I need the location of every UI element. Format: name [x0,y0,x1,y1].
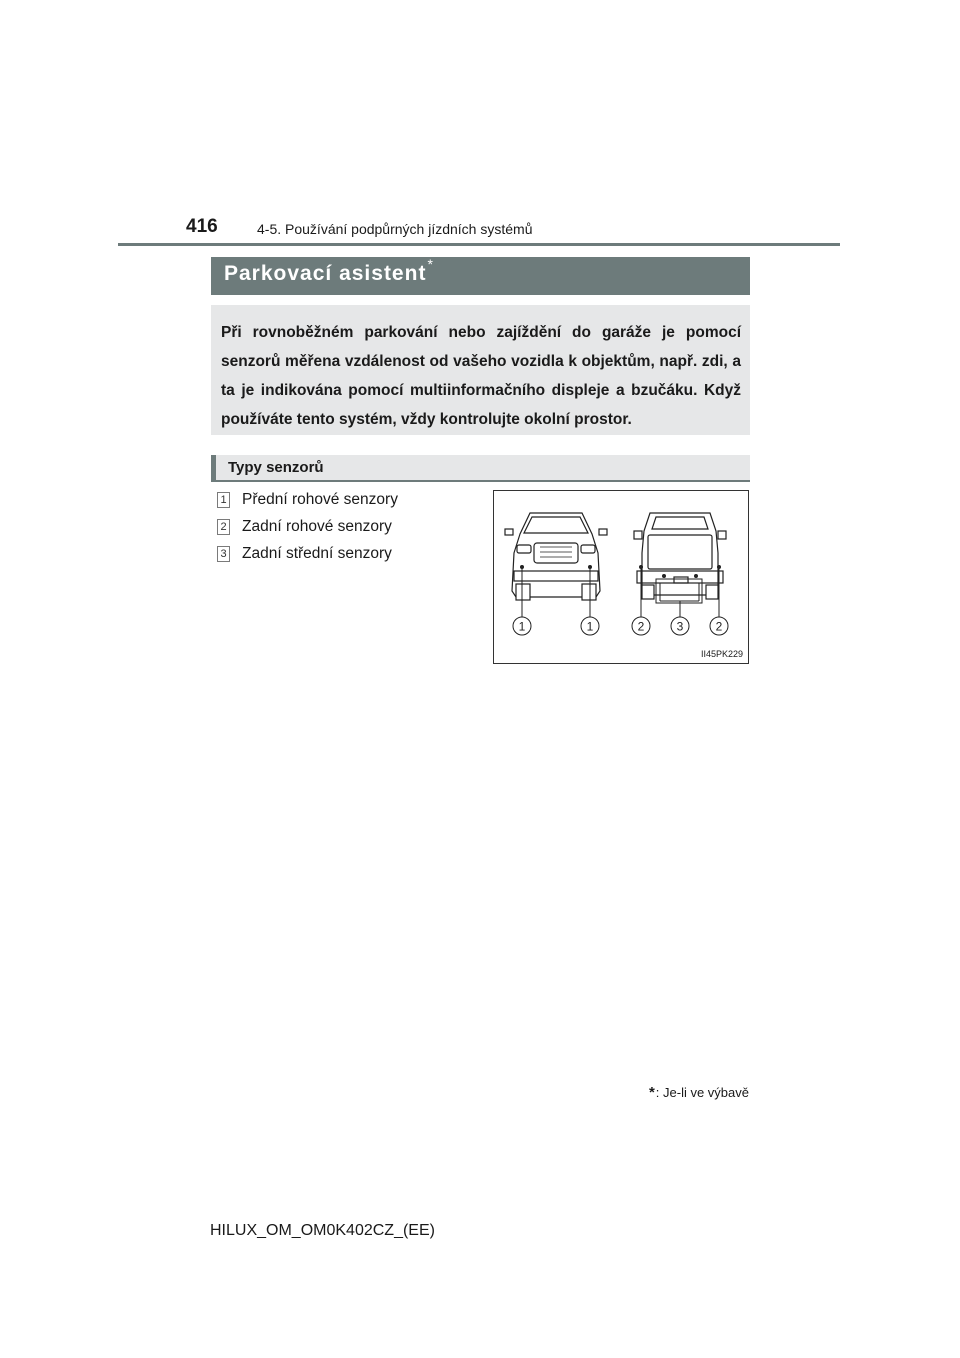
footnote-asterisk: * [648,1084,655,1101]
header-divider [118,243,840,246]
item-number: 3 [217,546,230,562]
intro-box [211,305,750,435]
list-item [217,513,398,540]
section-title-asterisk: * [427,256,434,272]
section-title [211,257,750,295]
figure-code: II45PK229 [700,649,743,659]
footnote [649,1084,749,1101]
document-code: HILUX_OM_OM0K402CZ_(EE) [210,1222,435,1239]
callout-number: 2 [637,619,645,634]
list-item [217,540,398,567]
section-title-text: Parkovací asistent [224,262,427,285]
item-label: Zadní rohové senzory [242,517,392,535]
vehicle-sensors-diagram [494,491,748,663]
truck-rear-view [634,513,726,599]
item-number: 2 [217,519,230,535]
truck-front-view [505,513,607,600]
callout-numbers [519,620,723,634]
list-item [217,486,398,513]
sensor-type-list [217,486,398,567]
callout-circles [513,617,728,635]
callout-number: 1 [586,619,594,634]
callout-number: 1 [518,619,526,634]
item-label: Zadní střední senzory [242,544,392,562]
page-number: 416 [186,216,218,237]
callout-number: 2 [715,619,723,634]
callout-number: 3 [676,619,684,634]
sensor-illustration [493,490,749,664]
intro-text: Při rovnoběžném parkování nebo zajíždění do garáže je pomocí senzorů měřena vzdálenost od vašeho vozidla k objektům, např. zdi, a ta je indikována pomocí multiinformačního displeje a bzučáku. Když používáte tento systém, vždy kontrolujte okolní prostor. [221,324,741,428]
item-label: Přední rohové senzory [242,490,398,508]
footnote-text: : Je-li ve výbavě [655,1085,749,1100]
chapter-title: 4-5. Používání podpůrných jízdních systémů [257,221,533,237]
subsection-heading: Typy senzorů [211,455,750,482]
item-number: 1 [217,492,230,508]
